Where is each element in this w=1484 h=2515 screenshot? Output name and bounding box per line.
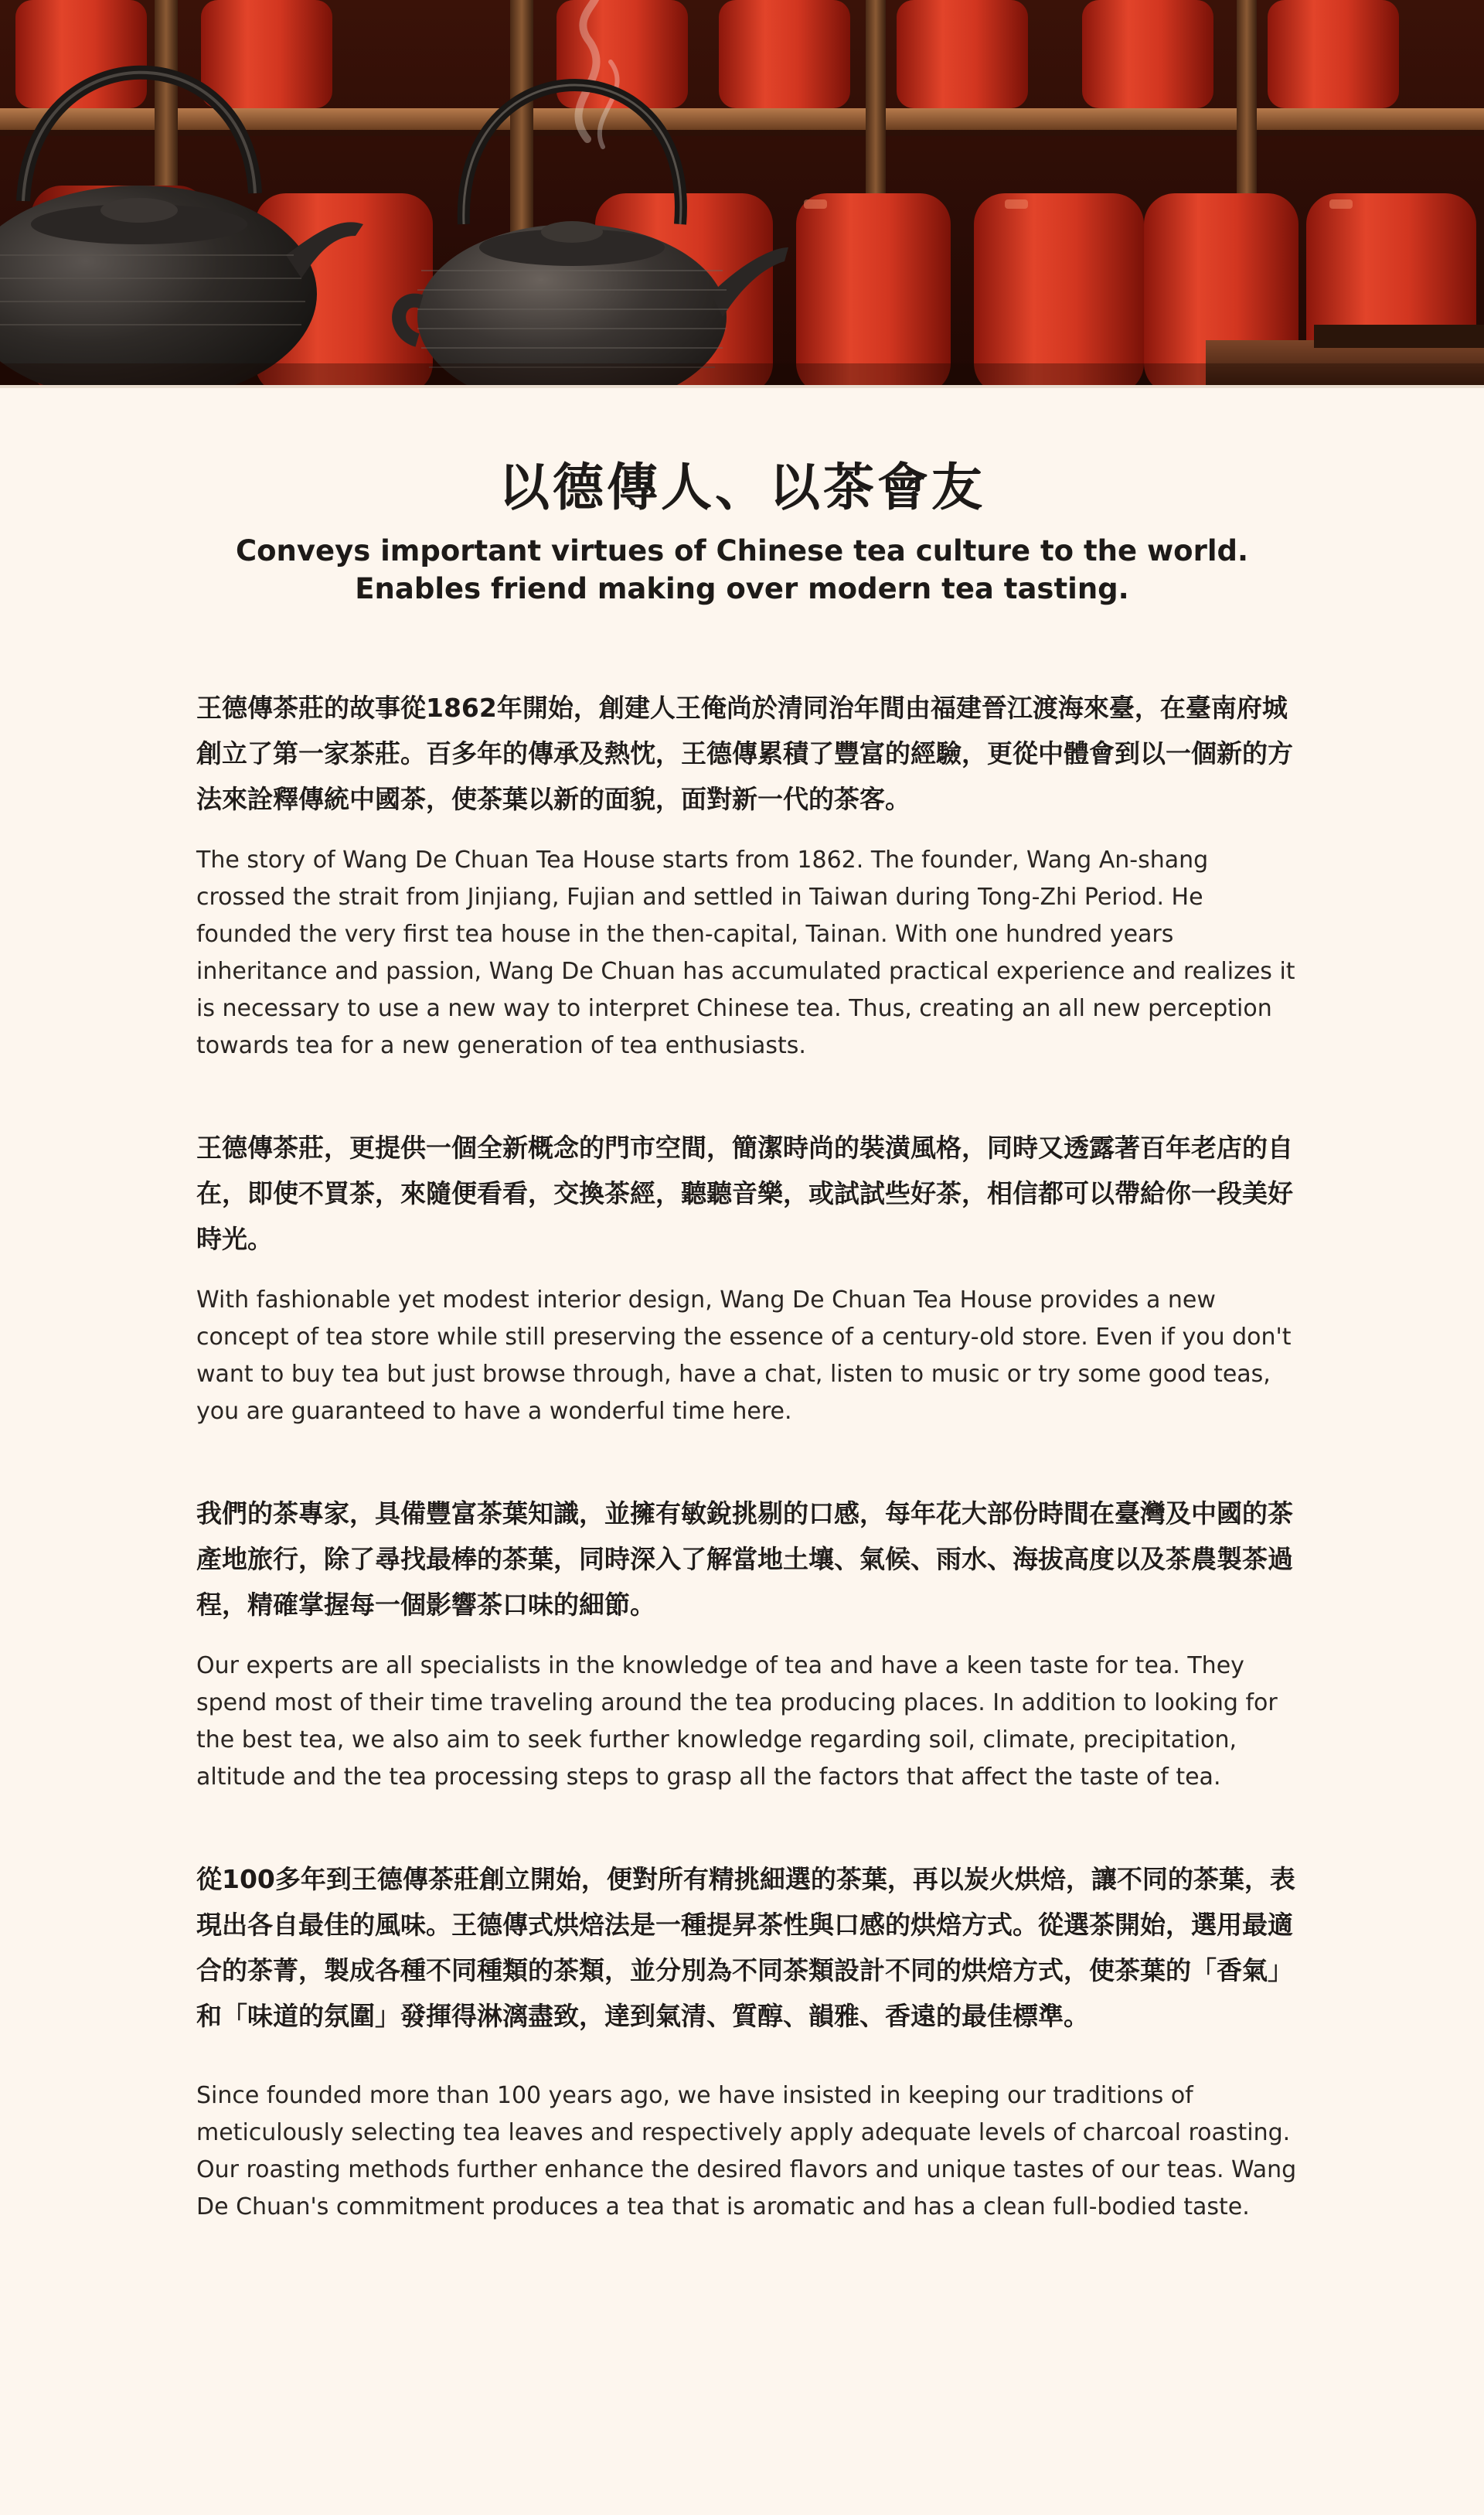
- section-text-en: The story of Wang De Chuan Tea House starts from 1862. The founder, Wang An-shang crossed the strait from Jinjiang, Fujian and settled in Taiwan during Tong-Zhi Period. He founded the very first tea house in the then-capital, Tainan. With one hundred years inheritance and passion, Wang De Chuan has accumulated practical experience and realizes it is necessary to use a new way to interpret Chinese tea. Thus, creating an all new perception towards tea for a new generation of tea enthusiasts.: [196, 847, 1295, 1059]
- teapots-and-red-tea-canisters-photo: [0, 0, 1484, 385]
- section-text-en: Since founded more than 100 years ago, we have insisted in keeping our traditions of meticulously selecting tea leaves and respectively apply adequate levels of charcoal roasting. Our roasting methods further enhance the desired flavors and unique tastes of our teas. Wang De Chuan's commitment produces a tea that is aromatic and has a clean full-bodied taste.: [196, 2082, 1297, 2220]
- section-text-zh: 我們的茶專家，具備豐富茶葉知識，並擁有敏銳挑剔的口感，每年花大部份時間在臺灣及中國的茶產地旅行，除了尋找最棒的茶葉，同時深入了解當地土壤、氣候、雨水、海拔高度以及茶農製茶過程，精確掌握每一個影響茶口味的細節。: [196, 1498, 1293, 1620]
- section-text-en: Our experts are all specialists in the knowledge of tea and have a keen taste for tea. They spend most of their time traveling around the tea producing places. In addition to looking for the best tea, we also aim to seek further knowledge regarding soil, climate, precipitation, altitude and the tea processing steps to grasp all the factors that affect the taste of tea.: [196, 1652, 1278, 1791]
- section-text-zh: 王德傳茶莊，更提供一個全新概念的門市空間，簡潔時尚的裝潢風格，同時又透露著百年老店的自在，即使不買茶，來隨便看看，交換茶經，聽聽音樂，或試試些好茶，相信都可以帶給你一段美好時光。: [196, 1133, 1293, 1254]
- subtitle-line-2: Enables friend making over modern tea tasting.: [355, 572, 1129, 605]
- page-subtitle-en: [0, 532, 1484, 608]
- story-section-4: [196, 1856, 1302, 2226]
- section-text-en: With fashionable yet modest interior design, Wang De Chuan Tea House provides a new concept of tea store while still preserving the essence of a century-old store. Even if you don't want to buy tea but just browse through, have a chat, listen to music or try some good teas, you are guaranteed to have a wonderful time here.: [196, 1286, 1292, 1425]
- section-text-zh: 從100多年到王德傳茶莊創立開始，便對所有精挑細選的茶葉，再以炭火烘焙，讓不同的茶葉，表現出各自最佳的風味。王德傳式烘焙法是一種提昇茶性與口感的烘焙方式。從選茶開始，選用最適合的茶菁，製成各種不同種類的茶類，並分別為不同茶類設計不同的烘焙方式，使茶葉的「香氣」和「味道的氛圍」發揮得淋漓盡致，達到氣清、質醇、韻雅、香遠的最佳標準。: [196, 1864, 1295, 2031]
- hero-image: [0, 0, 1484, 385]
- subtitle-line-1: Conveys important virtues of Chinese tea culture to the world.: [235, 534, 1249, 567]
- hero-divider: [0, 385, 1484, 388]
- story-section-1: [196, 685, 1302, 1065]
- story-content: [196, 685, 1302, 2286]
- page-title-zh: 以德傳人、以茶會友: [499, 458, 985, 517]
- page-heading: [0, 458, 1484, 608]
- section-text-zh: 王德傳茶莊的故事從1862年開始，創建人王俺尚於清同治年間由福建晉江渡海來臺，在臺南府城創立了第一家茶莊。百多年的傳承及熱忱，王德傳累積了豐富的經驗，更從中體會到以一個新的方法來詮釋傳統中國茶，使茶葉以新的面貌，面對新一代的茶客。: [196, 693, 1293, 814]
- story-section-3: [196, 1491, 1302, 1796]
- story-section-2: [196, 1125, 1302, 1430]
